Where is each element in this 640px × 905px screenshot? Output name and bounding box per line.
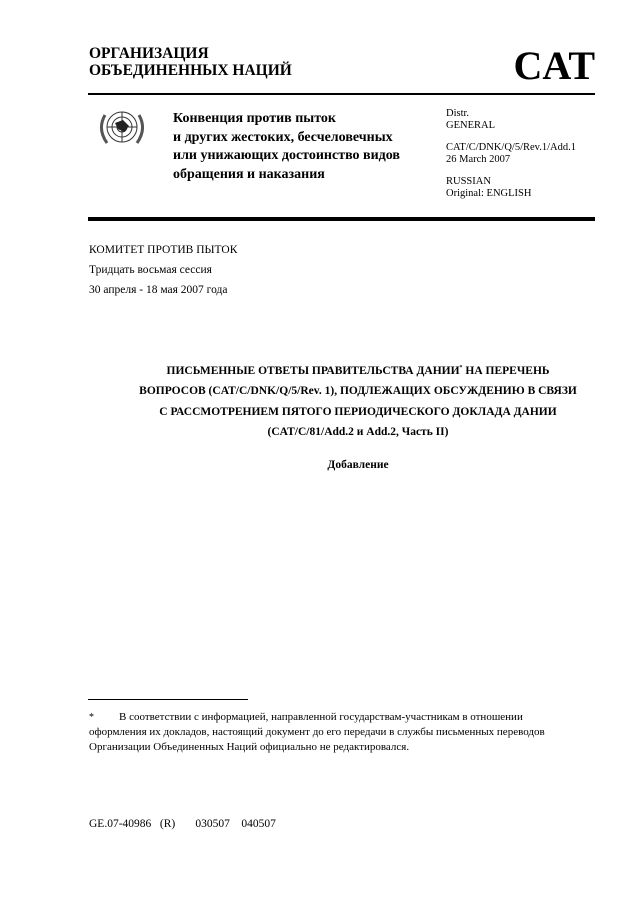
convention-title — [173, 110, 400, 184]
original-language: Original: ENGLISH — [446, 188, 532, 199]
footnote-reference: * — [459, 365, 463, 371]
title-line: ВОПРОСОВ (CAT/C/DNK/Q/5/Rev. 1), ПОДЛЕЖАЩИХ ОБСУЖДЕНИЮ В СВЯЗИ — [139, 385, 577, 398]
title-text: ПИСЬМЕННЫЕ ОТВЕТЫ ПРАВИТЕЛЬСТВА ДАНИИ — [166, 364, 460, 377]
session: Тридцать восьмая сессия — [89, 264, 212, 276]
footnote-mark: * — [89, 712, 94, 723]
addendum-heading: Добавление — [327, 459, 389, 471]
document-symbol: CAT/C/DNK/Q/5/Rev.1/Add.1 — [446, 142, 576, 153]
document-series-symbol: CAT — [513, 43, 595, 88]
title-text: НА ПЕРЕЧЕНЬ — [462, 364, 550, 377]
un-emblem-icon — [93, 107, 151, 151]
organization-name — [89, 45, 292, 79]
footnote — [89, 710, 579, 755]
footnote-text: В соответствии с информацией, направленной государствам-участникам в отношении оформления их докладов, настоящий документ до его передачи в службы письменных переводов Организации Объединенных Наций официально не редактировался. — [89, 711, 545, 753]
committee-name: КОМИТЕТ ПРОТИВ ПЫТОК — [89, 244, 238, 256]
header-rule — [88, 93, 595, 95]
convention-line: и других жестоких, бесчеловечных — [173, 129, 393, 145]
header-thick-rule — [88, 217, 595, 221]
footnote-rule — [88, 699, 248, 700]
document-date: 26 March 2007 — [446, 154, 511, 165]
convention-line: или унижающих достоинство видов — [173, 148, 400, 163]
title-line: С РАССМОТРЕНИЕМ ПЯТОГО ПЕРИОДИЧЕСКОГО ДОКЛАДА ДАНИИ — [159, 405, 557, 418]
document-title — [88, 358, 628, 443]
committee-info — [89, 240, 237, 300]
convention-line: обращения и наказания — [173, 166, 325, 182]
session-dates: 30 апреля - 18 мая 2007 года — [89, 284, 228, 296]
org-line-1: ОРГАНИЗАЦИЯ — [89, 45, 209, 62]
distr-label: Distr. — [446, 108, 470, 119]
job-number: GE.07-40986 (R) 030507 040507 — [89, 818, 276, 830]
document-language: RUSSIAN — [446, 176, 491, 187]
convention-line: Конвенция против пыток — [173, 111, 336, 126]
org-line-2: ОБЪЕДИНЕННЫХ НАЦИЙ — [89, 62, 292, 79]
title-line: (CAT/C/81/Add.2 и Add.2, Часть II) — [267, 426, 449, 439]
distr-general: GENERAL — [446, 120, 495, 131]
distribution-block — [446, 108, 576, 200]
